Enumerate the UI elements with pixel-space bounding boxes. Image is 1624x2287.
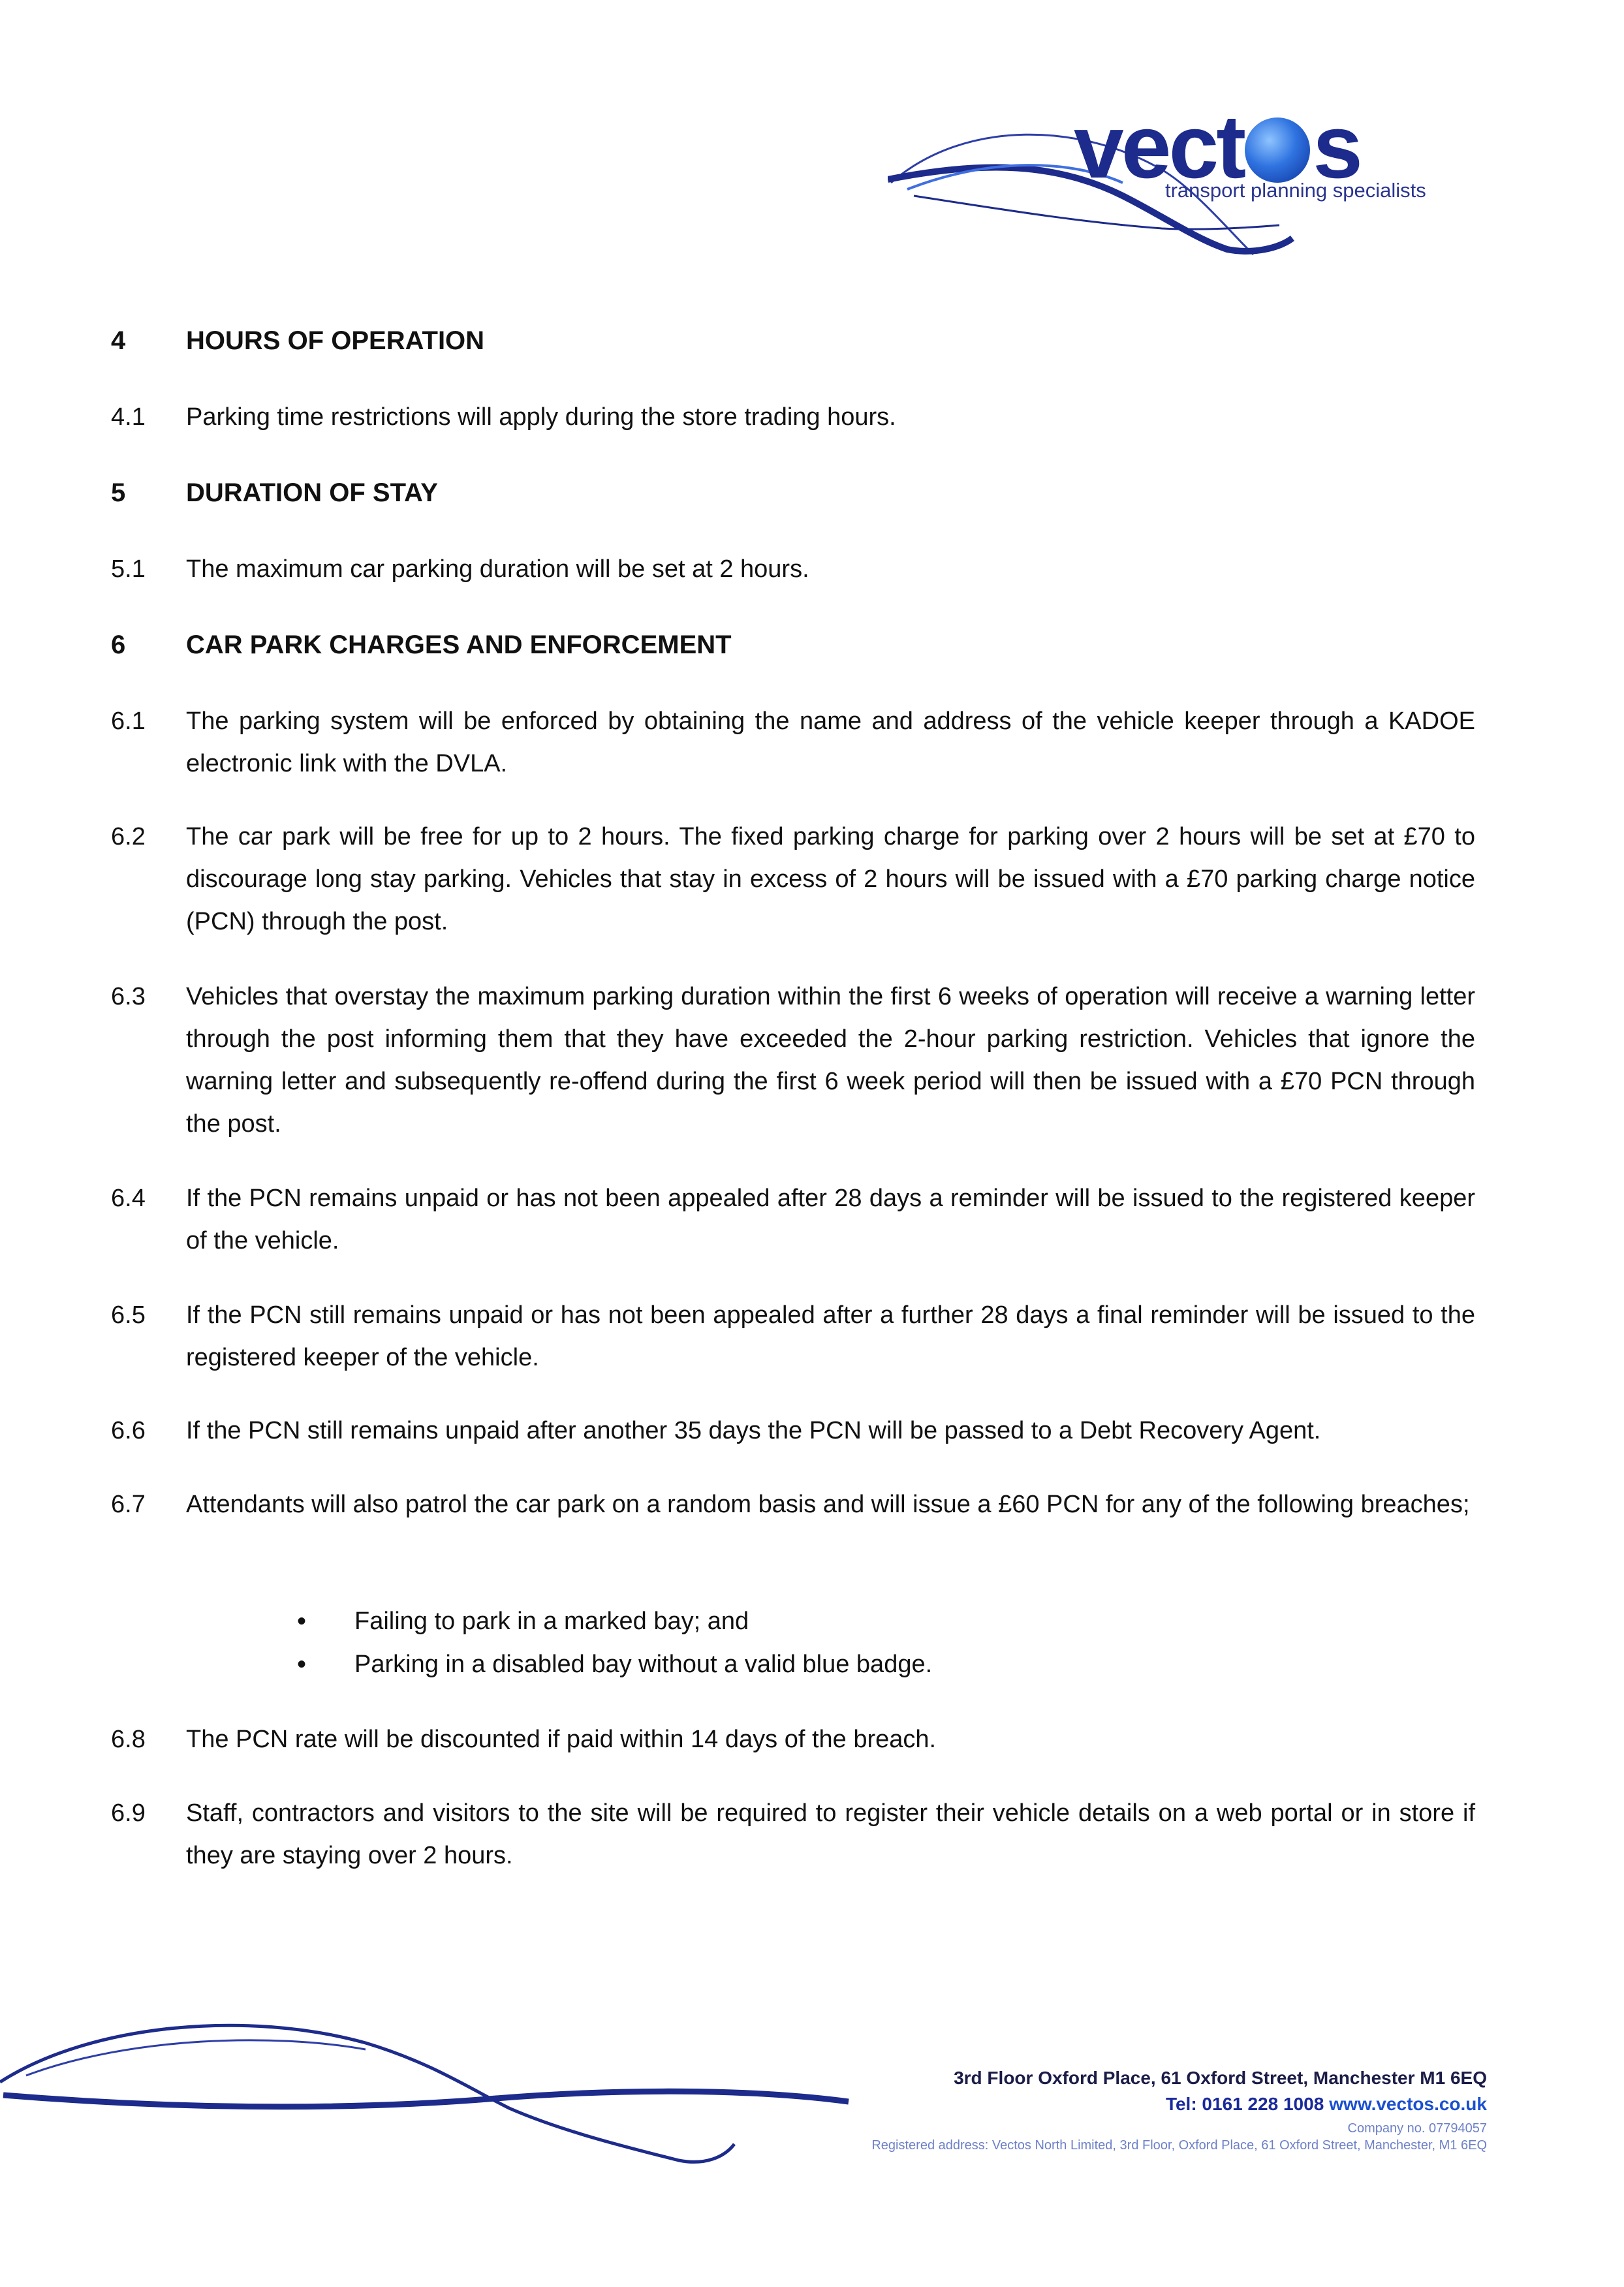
list-item-text: Parking in a disabled bay without a valid blue badge. [354,1651,933,1678]
paragraph-text: Parking time restrictions will apply during the store trading hours. [186,403,896,431]
footer-swoosh-icon [0,1997,881,2167]
section-5-heading [111,472,1475,514]
paragraph-6-5 [111,1294,1475,1379]
paragraph-number: 5.1 [111,555,146,583]
paragraph-6-7 [111,1484,1475,1526]
paragraph-text: Attendants will also patrol the car park on a random basis and will issue a £60 PCN for any of the following breaches; [186,1491,1470,1518]
paragraph-6-4 [111,1177,1475,1262]
list-item [297,1643,932,1686]
footer-contact [1166,2094,1487,2115]
section-number: 5 [111,478,126,507]
footer-registered-address: Registered address: Vectos North Limited, 3rd Floor, Oxford Place, 61 Oxford Street, Manchester, M1 6EQ [871,2138,1487,2153]
paragraph-number: 6.2 [111,823,146,850]
logo-tagline: transport planning specialists [1165,179,1426,202]
bullet-icon: • [297,1607,307,1636]
paragraph-number: 6.5 [111,1301,146,1329]
paragraph-text: The parking system will be enforced by obtaining the name and address of the vehicle keeper through a KADOE electronic link with the DVLA. [186,708,1475,777]
paragraph-text: Staff, contractors and visitors to the site will be required to register their vehicle details on a web portal or in store if they are staying over 2 hours. [186,1799,1475,1869]
paragraph-6-1 [111,700,1475,785]
section-number: 6 [111,630,126,659]
paragraph-6-3 [111,976,1475,1145]
footer-telephone: Tel: 0161 228 1008 [1165,2094,1324,2114]
paragraph-text: The car park will be free for up to 2 hours. The fixed parking charge for parking over 2 hours will be set at £70 to discourage long stay parking. Vehicles that stay in excess of 2 hours will be issued with a £70 parking charge notice (PCN) through the post. [186,823,1475,935]
paragraph-text: The PCN rate will be discounted if paid within 14 days of the breach. [186,1726,937,1753]
footer-company-number: Company no. 07794057 [1347,2121,1487,2136]
paragraph-6-2 [111,816,1475,943]
paragraph-number: 6.8 [111,1726,146,1753]
paragraph-5-1 [111,548,1475,591]
footer-website-link[interactable]: www.vectos.co.uk [1329,2094,1487,2114]
paragraph-number: 6.1 [111,708,146,735]
bullet-icon: • [297,1650,307,1679]
section-6-heading [111,624,1475,666]
paragraph-number: 6.6 [111,1417,146,1444]
paragraph-6-9 [111,1792,1475,1877]
list-item-text: Failing to park in a marked bay; and [354,1608,749,1635]
section-title: CAR PARK CHARGES AND ENFORCEMENT [186,630,732,659]
paragraph-number: 6.3 [111,983,146,1010]
paragraph-number: 6.7 [111,1491,146,1518]
paragraph-text: If the PCN still remains unpaid after another 35 days the PCN will be passed to a Debt Recovery Agent. [186,1417,1321,1444]
paragraph-text: If the PCN still remains unpaid or has not been appealed after a further 28 days a final reminder will be issued to the registered keeper of the vehicle. [186,1301,1475,1371]
paragraph-text: If the PCN remains unpaid or has not been appealed after 28 days a reminder will be issued to the registered keeper of the vehicle. [186,1185,1475,1254]
paragraph-text: The maximum car parking duration will be set at 2 hours. [186,555,809,583]
footer-address: 3rd Floor Oxford Place, 61 Oxford Street, Manchester M1 6EQ [954,2068,1487,2088]
logo-globe-icon [1245,117,1310,183]
logo-wordmark: vect s [1074,97,1360,197]
section-title: HOURS OF OPERATION [186,326,485,355]
section-title: DURATION OF STAY [186,478,438,507]
paragraph-number: 6.9 [111,1799,146,1827]
paragraph-number: 6.4 [111,1185,146,1212]
section-number: 4 [111,326,126,355]
paragraph-number: 4.1 [111,403,146,431]
paragraph-4-1 [111,396,1475,439]
vectos-logo [888,98,1475,268]
paragraph-text: Vehicles that overstay the maximum parking duration within the first 6 weeks of operation will receive a warning letter through the post informing them that they have exceeded the 2-hour parking restriction. Vehicles that ignore the warning letter and subsequently re-offend during the first 6 week period will then be issued with a £70 PCN through the post. [186,983,1475,1138]
section-4-heading [111,320,1475,362]
paragraph-6-8 [111,1719,1475,1761]
list-item [297,1600,749,1643]
paragraph-6-6 [111,1410,1475,1452]
